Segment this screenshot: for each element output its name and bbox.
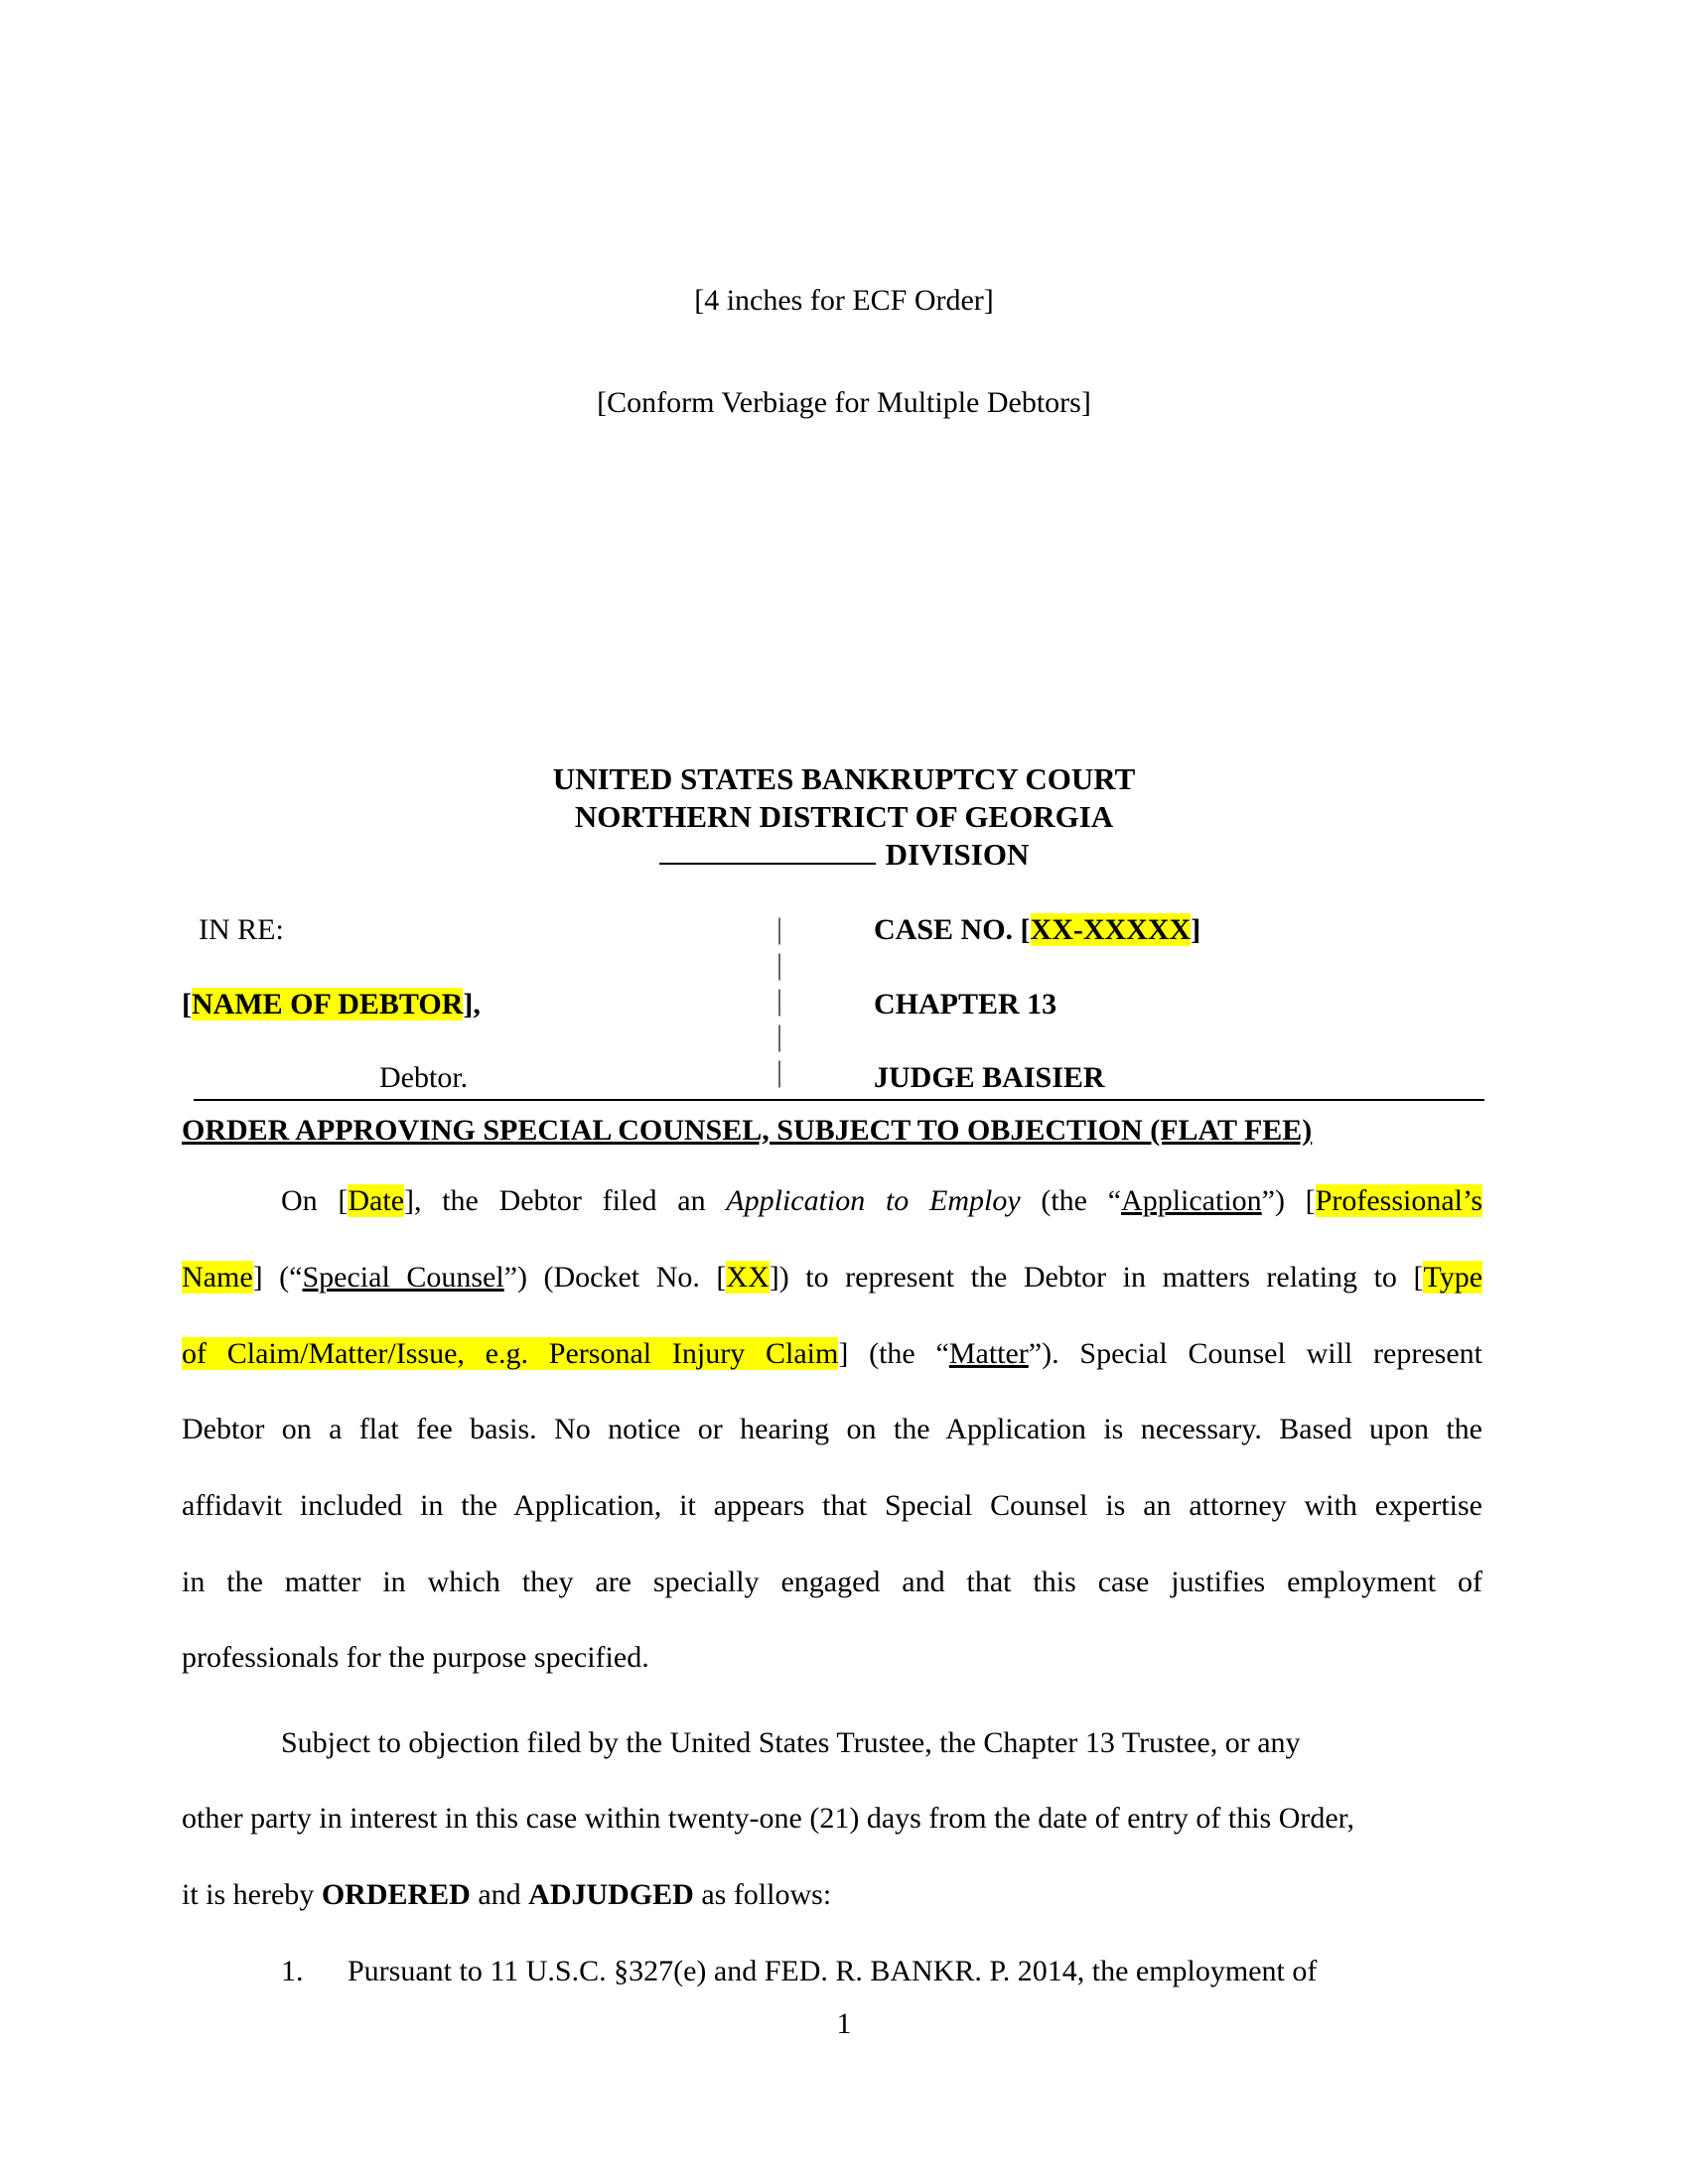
para2-line1: Subject to objection filed by the United States Trustee, the Chapter 13 Trustee, or any [281, 1726, 1301, 1759]
para1-line7: professionals for the purpose specified. [182, 1641, 649, 1674]
chapter: CHAPTER 13 [874, 988, 1057, 1021]
page-number: 1 [836, 2007, 852, 2040]
conform-note: [Conform Verbiage for Multiple Debtors] [597, 386, 1091, 419]
in-re-label: IN RE: [199, 913, 284, 946]
para1-line3: of Claim/Matter/Issue, e.g. Personal Injury Claim] (the “Matter”). Special Counsel will represent [182, 1337, 1482, 1370]
ecf-note: [4 inches for ECF Order] [694, 284, 994, 317]
para2-line3: it is hereby ORDERED and ADJUDGED as follows: [182, 1878, 832, 1911]
para1-line6: in the matter in which they are specially engaged and that this case justifies employment of [182, 1566, 1482, 1598]
para1-line4: Debtor on a flat fee basis. No notice or hearing on the Application is necessary. Based upon the [182, 1413, 1482, 1445]
order-title: ORDER APPROVING SPECIAL COUNSEL, SUBJECT TO OBJECTION (FLAT FEE) [182, 1114, 1313, 1147]
item1-text: Pursuant to 11 U.S.C. §327(e) and FED. R. BANKR. P. 2014, the employment of [348, 1955, 1318, 1987]
debtor-name: [NAME OF DEBTOR], [182, 988, 481, 1021]
court-district: NORTHERN DISTRICT OF GEORGIA [574, 799, 1114, 834]
caption-rule [194, 1099, 1484, 1101]
para1-line2: Name] (“Special Counsel”) (Docket No. [XX]) to represent the Debtor in matters relating to [Type [182, 1261, 1483, 1294]
para1-line1: On [Date], the Debtor filed an Application to Employ (the “Application”) [Professional’s [281, 1184, 1483, 1217]
court-division: DIVISION [0, 836, 1688, 874]
case-number-placeholder: XX-XXXXX [1030, 913, 1192, 946]
caption-divider: | | | | | [776, 912, 783, 1088]
division-blank [659, 837, 876, 865]
para2-line2: other party in interest in this case within twenty-one (21) days from the date of entry of this Order, [182, 1802, 1354, 1835]
court-name: UNITED STATES BANKRUPTCY COURT [552, 761, 1136, 796]
para1-line5: affidavit included in the Application, it appears that Special Counsel is an attorney with expertise [182, 1489, 1482, 1522]
debtor-name-placeholder: NAME OF DEBTOR [192, 988, 464, 1021]
debtor-label: Debtor. [379, 1061, 469, 1094]
case-number: CASE NO. [XX-XXXXX] [874, 913, 1201, 946]
judge: JUDGE BAISIER [874, 1061, 1105, 1094]
item1-number: 1. [281, 1955, 304, 1987]
